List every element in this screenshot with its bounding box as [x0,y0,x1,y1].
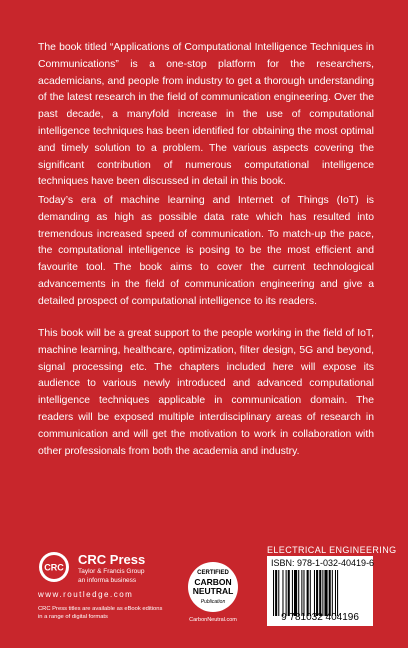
carbon-neutral-url: CarbonNeutral.com [189,617,237,623]
crc-logo-text: CRC [44,562,64,573]
subject-category: ELECTRICAL ENGINEERING [267,545,397,555]
barcode-icon [271,570,369,616]
publisher-tagline: an informa business [78,577,137,584]
carbon-word: CARBON [194,577,232,587]
ebook-note-line-2: in a range of digital formats [38,614,108,620]
crc-press-logo-icon [38,551,70,583]
isbn-label: ISBN: 978-1-032-40419-6 [271,558,375,568]
carbon-neutral-badge-icon [186,560,240,614]
description-paragraph-3: This book will be a great support to the people working in the field of IoT, machine learning, healthcare, optimization, filter design, 5G and beyond, signal processing etc. The chapters included here will expose its audience to various newly introduced and advanced computational intelligence techniques applicable in communication domain. The readers will be exposed multiple interdisciplinary areas of research in communication and will get the motivation to work in collaboration with other professionals from both the academia and industry. [38,328,374,457]
description-paragraph-1: The book titled “Applications of Computational Intelligence Techniques in Communications” is a one-stop platform for the researchers, academicians, and people from industry to get a thorough understanding of the latest research in the field of communication engineering. Over the past decade, a manyfold increase in the use of computational intelligence techniques has been identified for obtaining the most optimal and timely solution to a problem. The various aspects covering the significant contribution of numerous computational intelligence techniques have been discussed in detail in this book. [38,42,374,188]
description-paragraph-2: Today’s era of machine learning and Internet of Things (IoT) is demanding as high as possible data rate which has resulted into tremendous increased speed of communication. To match-up the pace, the computational intelligence is posing to be the most efficient and favourite tool. The book aims to cover the current technological advancements in the field of communication engineering and give a detailed prospect of computational intelligence to its readers. [38,195,374,307]
barcode-digits: 9 781032 404196 [281,612,359,623]
ebook-note-line-1: CRC Press titles are available as eBook editions [38,606,163,612]
neutral-word: NEUTRAL [192,586,234,596]
isbn-barcode-box [267,556,373,626]
carbon-certified-text: CERTIFIED [197,570,229,576]
publisher-name: CRC Press [78,552,146,567]
publisher-url[interactable]: www.routledge.com [38,590,134,599]
publisher-group: Taylor & Francis Group [78,568,145,575]
publication-word: Publication [200,599,226,605]
